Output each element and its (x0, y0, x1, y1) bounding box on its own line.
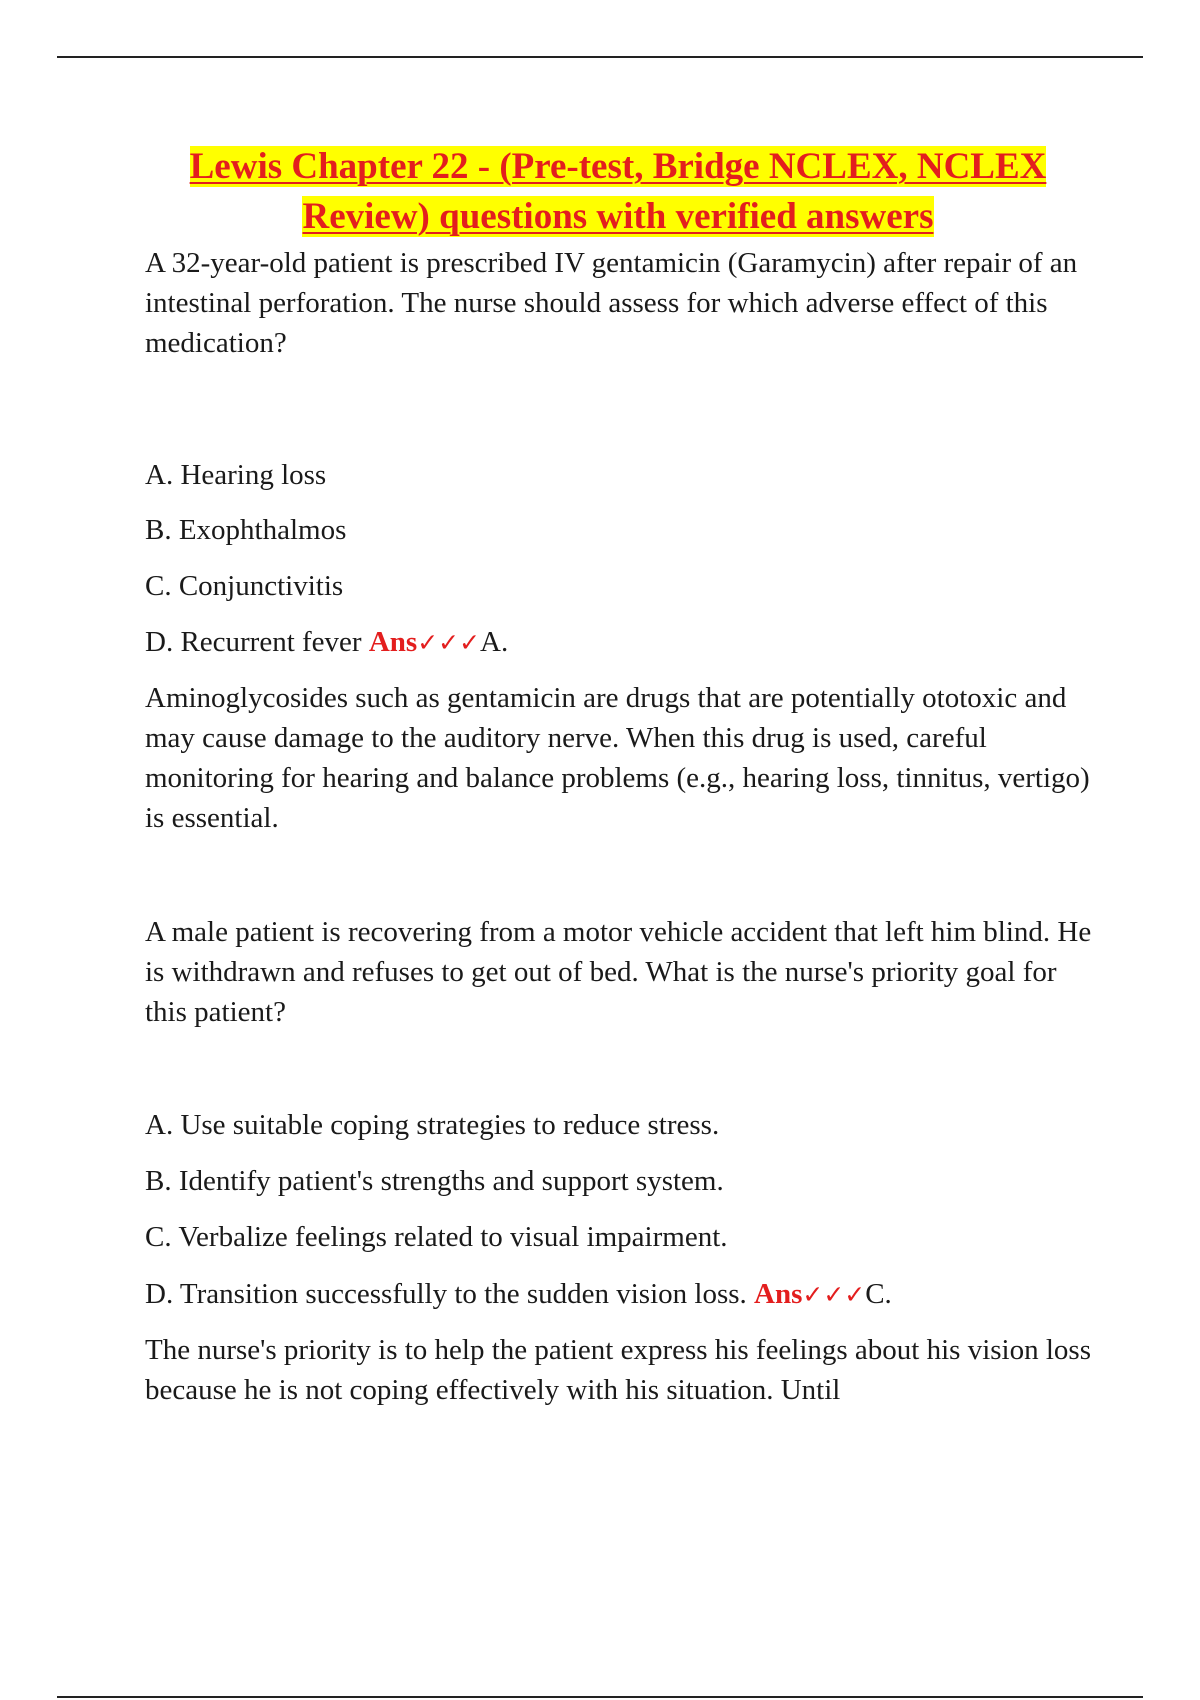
question-1-rationale (145, 678, 1100, 838)
question-2-option-d (145, 1274, 1100, 1315)
answer-letter: A. (480, 626, 509, 658)
option-text: A. Hearing loss (145, 459, 327, 491)
document-title (140, 142, 1096, 242)
answer-letter: C. (865, 1278, 892, 1310)
question-2-option-a (145, 1105, 1100, 1145)
question-stem-text: A 32-year-old patient is prescribed IV gentamicin (Garamycin) after repair of an intestinal perforation. The nurse should assess for which adverse effect of this medication? (145, 247, 1078, 359)
question-2-stem (145, 912, 1100, 1032)
question-1-option-c (145, 566, 1100, 606)
question-2-option-c (145, 1217, 1100, 1257)
question-1-stem (145, 243, 1100, 363)
answer-marker: Ans (368, 626, 418, 658)
option-text: A. Use suitable coping strategies to reduce stress. (145, 1109, 720, 1141)
rationale-text: The nurse's priority is to help the patient express his feelings about his vision loss because he is not coping effectively with his situation. Until (145, 1334, 1091, 1406)
question-stem-text: A male patient is recovering from a motor vehicle accident that left him blind. He is withdrawn and refuses to get out of bed. What is the nurse's priority goal for this patient? (145, 916, 1092, 1028)
option-text: B. Identify patient's strengths and support system. (145, 1165, 724, 1197)
title-line-1: Lewis Chapter 22 - (Pre-test, Bridge NCLEX, NCLEX (189, 146, 1047, 187)
option-text: C. Conjunctivitis (145, 570, 344, 602)
title-line-2: Review) questions with verified answers (302, 196, 934, 237)
bottom-rule (57, 1696, 1143, 1698)
question-1-option-a (145, 455, 1100, 495)
answer-marker: Ans (754, 1278, 803, 1310)
rationale-text: Aminoglycosides such as gentamicin are drugs that are potentially ototoxic and may cause damage to the auditory nerve. When this drug is used, careful monitoring for hearing and balance problems (e.g., hearing loss, tinnitus, vertigo) is essential. (145, 682, 1090, 834)
option-text: C. Verbalize feelings related to visual impairment. (145, 1221, 728, 1253)
question-2-option-b (145, 1161, 1100, 1201)
top-rule (57, 56, 1143, 58)
question-1-option-d (145, 622, 1100, 663)
option-text: D. Transition successfully to the sudden vision loss. (145, 1278, 747, 1310)
question-1-option-b (145, 510, 1100, 550)
question-2-rationale (145, 1330, 1100, 1410)
check-marks-icon: ✓✓✓ (802, 1280, 866, 1309)
check-marks-icon: ✓✓✓ (417, 628, 481, 657)
option-text: B. Exophthalmos (145, 514, 347, 546)
option-text: D. Recurrent fever (145, 626, 362, 658)
